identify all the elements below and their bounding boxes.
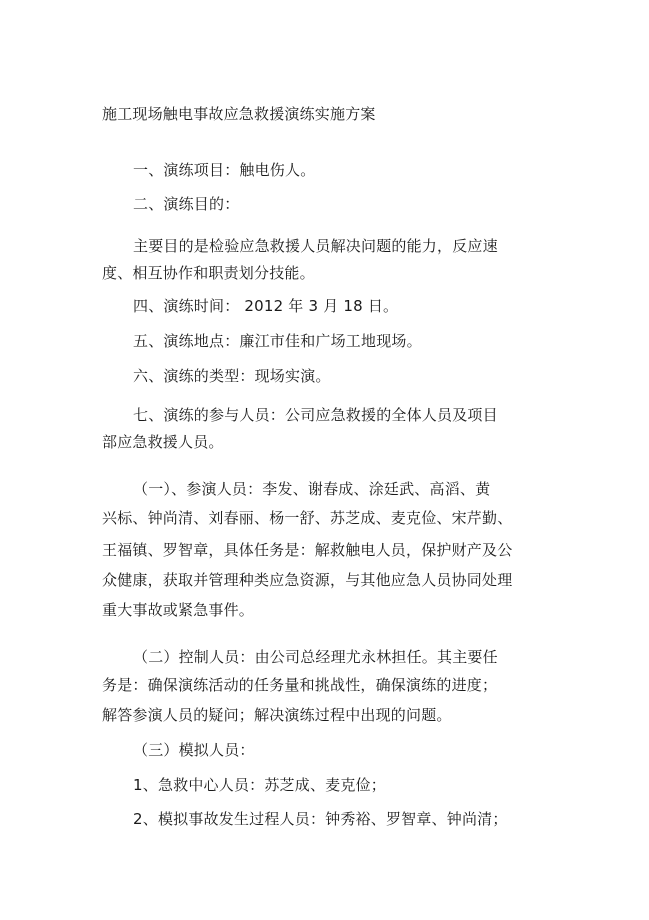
paragraph-line: 务是：确保演练活动的任务量和挑战性，确保演练的进度；	[102, 676, 498, 694]
section-simulators: （三）模拟人员：	[133, 741, 255, 759]
list-item: 1、急救中心人员：苏芝成、麦克俭；	[133, 776, 386, 794]
section-participants: 七、演练的参与人员：公司应急救援的全体人员及项目	[133, 406, 498, 424]
paragraph-line: 兴标、钟尚清、刘春丽、杨一舒、苏芝成、麦克俭、宋芹勤、	[102, 509, 513, 527]
paragraph-line: 度、相互协作和职责划分技能。	[102, 264, 315, 282]
section-drill-item: 一、演练项目：触电伤人。	[133, 161, 316, 179]
list-item: 2、模拟事故发生过程人员：钟秀裕、罗智章、钟尚清；	[133, 810, 508, 828]
paragraph-line: 重大事故或紧急事件。	[102, 601, 255, 619]
section-drill-purpose: 二、演练目的：	[133, 195, 240, 213]
document-title: 施工现场触电事故应急救援演练实施方案	[102, 105, 376, 123]
paragraph-line: 王福镇、罗智章，具体任务是：解救触电人员，保护财产及公	[102, 541, 513, 559]
paragraph-line: 众健康，获取并管理种类应急资源，与其他应急人员协同处理	[102, 571, 513, 589]
paragraph-line: 部应急救援人员。	[102, 433, 224, 451]
section-drill-type: 六、演练的类型：现场实演。	[133, 367, 331, 385]
paragraph-line: （一）、参演人员：李发、谢春成、涂廷武、高滔、黄	[133, 480, 491, 498]
paragraph-line: 主要目的是检验应急救援人员解决问题的能力，反应速	[133, 237, 498, 255]
paragraph-line: 解答参演人员的疑问；解决演练过程中出现的问题。	[102, 706, 452, 724]
section-drill-location: 五、演练地点：廉江市佳和广场工地现场。	[133, 332, 422, 350]
paragraph-line: （二）控制人员：由公司总经理尤永林担任。其主要任	[133, 648, 498, 666]
section-drill-time: 四、演练时间： 2012 年 3 月 18 日。	[133, 297, 399, 315]
